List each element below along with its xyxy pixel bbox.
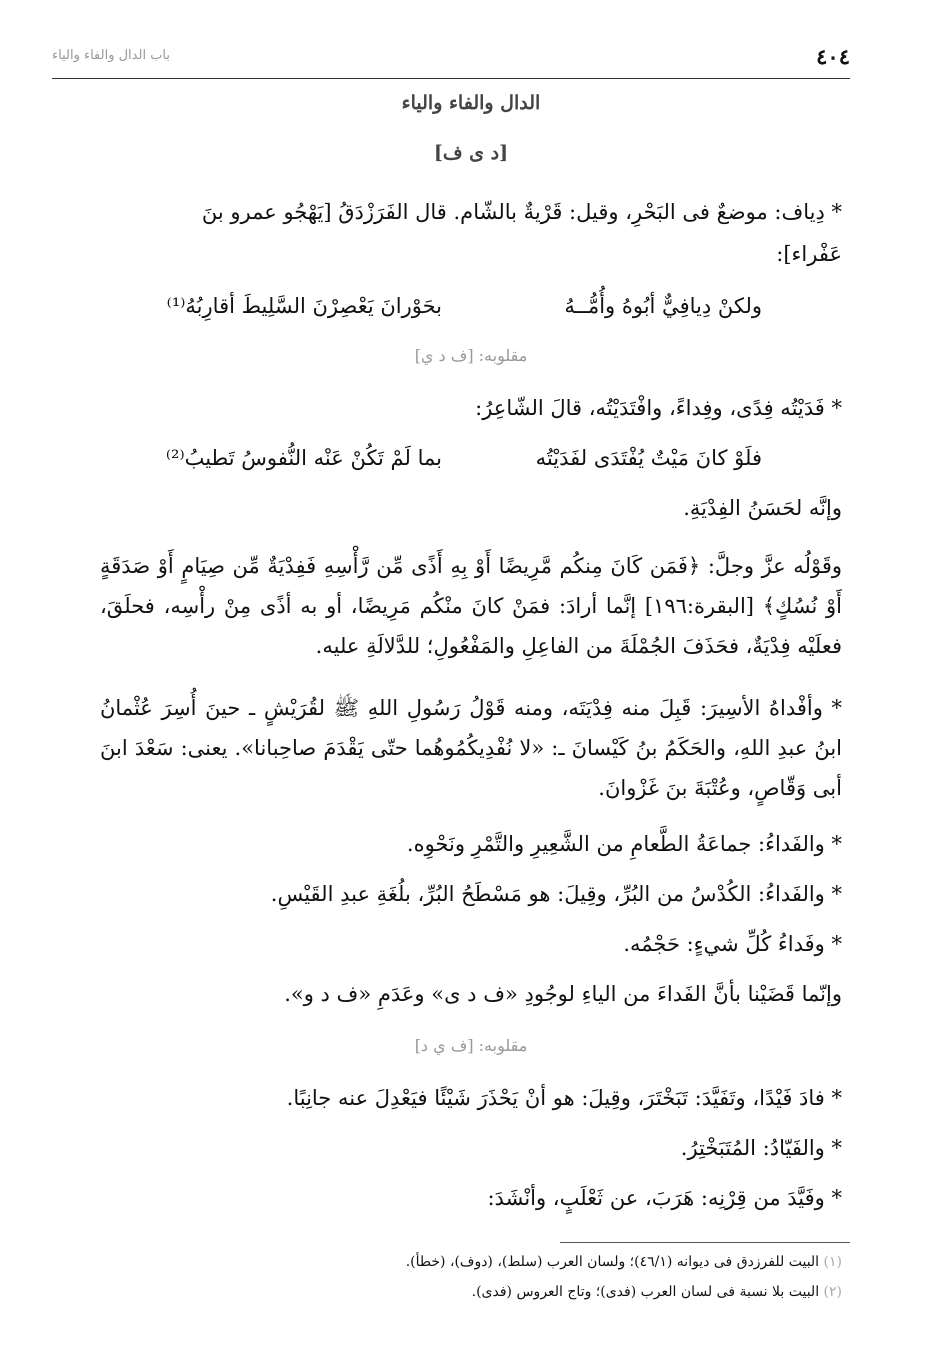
verse-1-hemistich-1: ولكنْ دِيافِيٌّ أبُوهُ وأُمُّــهُ [564,294,762,318]
verse-2-hemistich-1: فلَوْ كانَ مَيْتٌ يُفْتَدَى لفَدَيْتُه [535,446,762,470]
subheading-maqlubuh-2: مقلوبه: [ف ي د] [414,1036,528,1055]
entry-quran-verse: وقَوْلُه عزَّ وجلَّ: ﴿فَمَن كَانَ مِنكُم مَّرِيضًا أَوْ بِهِ أَذًى مِّن رَّأْسِهِ فَفِدْيَةٌ مِّن صِيَامٍ أَوْ صَدَقَةٍ أَوْ نُسُكٍ﴾ [البقرة:١٩٦] إنَّما أرادَ: فمَنْ كانَ منْكُم مَرِيضًا، أو به أذًى مِنْ رأْسِه، فحلَقَ، فعلَيْه فِدْيَةٌ، فحَذَفَ الجُمْلَةَ من الفاعِلِ والمَفْعُولِ؛ للدَّلالَةِ عليه. [100,554,843,658]
verse-2-hemistich-2: بما لَمْ تَكُنْ عَنْه النُّفوسُ تَطيبُ⁽²⁾ [165,446,442,470]
root-heading: [د ى ف] [433,142,509,164]
verse-1-hemistich-2: بحَوْرانَ يَعْصِرْنَ السَّلِيطَ أقارِبُهُ⁽¹⁾ [166,294,442,318]
entry-fada-fayd: * فادَ فَيْدًا، وتَفَيَّدَ: تَبَخْتَرَ، وقِيلَ: هو أنْ يَحْذَرَ شَيْئًا فيَعْدِلَ عنه جانِبًا. [286,1086,842,1110]
footnote-2-text: البيت بلا نسبة فى لسان العرب (فدى)؛ وتاج العروس (فدى). [471,1284,820,1300]
entry-fayyad: * والفَيّادُ: المُتَبَخْتِرُ. [680,1136,842,1160]
footnote-1 [406,1254,842,1270]
entry-fidya: وإنَّه لحَسَنُ الفِدْيَةِ. [683,496,842,520]
section-title: الدال والفاء والياء [401,92,541,114]
entry-afdah: * وأفْداهُ الأسِيرَ: قَبِلَ منه فِدْيَتَه، ومنه قَوْلُ رَسُولِ اللهِ ﷺ لقُرَيْشٍ ـ حينَ أُسِرَ عُثْمانُ ابنُ عبدِ اللهِ، والحَكَمُ بنُ كَيْسانَ ـ: «لا نُفْدِيكُمُوهُما حتّى يَقْدَمَ صاحِبانا». يعنى: سَعْدَ ابنَ أبى وَقّاصٍ، وعُتْبَةَ بنَ غَزْوانَ. [100,696,842,800]
entry-note-root: وإنّما قَضَيْنا بأنَّ الفَداءَ من الياءِ لوجُودِ «ف د ى» وعَدَمِ «ف د و». [284,982,842,1006]
header-rule [52,78,850,79]
running-title: باب الدال والفاء والياء [52,48,171,63]
running-head [52,36,850,76]
entry-diyaf-line1: * دِياف: موضعٌ فى البَحْرِ، وقيل: قَرْيةٌ بالشّام. قال الفَرَزْدَقُ [يَهْجُو عمرو بنَ [201,200,842,224]
entry-diyaf-line2: عَفْراء]: [776,242,842,266]
footnote-1-marker: (١) [823,1254,842,1270]
footnote-2-marker: (٢) [823,1284,842,1300]
entry-fada-food: * والفَداءُ: جماعَةُ الطَّعامِ من الشَّعِيرِ والتَّمْرِ ونَحْوِه. [406,832,842,856]
entry-fada-hajm: * وفَداءُ كُلِّ شيءٍ: حَجْمُه. [623,932,842,956]
footnote-rule [560,1242,850,1243]
entry-fadaytuh-line1: * فَدَيْتُه فِدًى، وفِداءً، وافْتَدَيْتُه، قالَ الشّاعِرُ: [475,396,842,420]
page-number: ٤٠٤ [816,44,850,69]
subheading-maqlubuh-1: مقلوبه: [ف د ي] [414,346,528,365]
entry-fayyada: * وفَيَّدَ من قِرْنِه: هَرَبَ، عن ثَعْلَبٍ، وأنْشَدَ: [487,1186,842,1210]
entry-fada-kuds: * والفَداءُ: الكُدْسُ من البُرِّ، وقِيلَ: هو مَسْطَحُ البُرِّ، بلُغَةِ عبدِ القَيْسِ. [270,882,842,906]
footnote-2 [472,1284,842,1300]
footnote-1-text: البيت للفرزدق فى ديوانه (٤٦/١)؛ ولسان العرب (سلط)، (دوف)، (خطأ). [405,1254,820,1270]
